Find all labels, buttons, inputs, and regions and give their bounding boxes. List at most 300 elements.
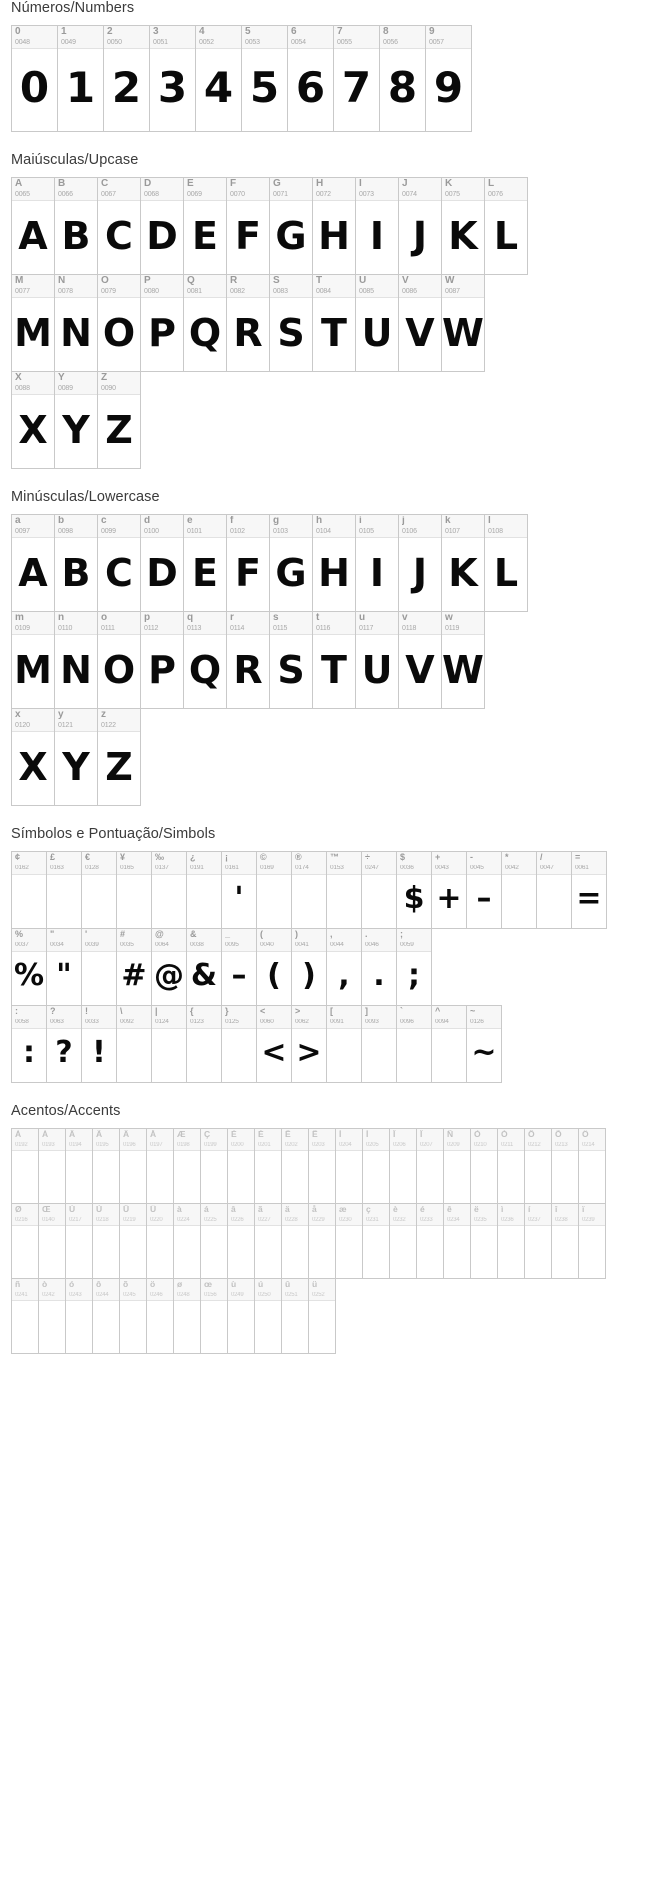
glyph-cell[interactable] [390, 1129, 417, 1203]
glyph-code-label: 0094 [435, 1019, 449, 1025]
glyph-character-label: L [488, 179, 495, 189]
glyph-cell[interactable] [228, 1279, 255, 1353]
glyph-character-label: { [190, 1007, 194, 1016]
glyph-code-label: 0116 [316, 625, 331, 632]
glyph-cell[interactable] [55, 515, 98, 611]
glyph-code-label: 0074 [402, 191, 417, 198]
glyph-code-label: 0051 [153, 39, 168, 46]
glyph-cell[interactable] [525, 1129, 552, 1203]
glyph-cell[interactable] [336, 1204, 363, 1278]
glyph-character-label: Z [101, 373, 108, 383]
glyph-code-label: 0243 [69, 1292, 82, 1298]
glyph-character-label: : [15, 1007, 18, 1016]
glyph-character-label: ® [295, 853, 302, 862]
glyph-cell[interactable] [444, 1204, 471, 1278]
glyph-cell-header [552, 1129, 578, 1151]
glyph-cell[interactable] [82, 929, 117, 1005]
glyph-code-label: 0122 [101, 722, 116, 729]
glyph-character-label: à [177, 1205, 182, 1214]
glyph-cell[interactable] [58, 26, 104, 131]
glyph-cell[interactable] [12, 1279, 39, 1353]
glyph-cell[interactable] [552, 1129, 579, 1203]
glyph-cell[interactable] [255, 1129, 282, 1203]
glyph-cell-header [467, 1006, 501, 1029]
glyph-character-label: e [187, 516, 193, 526]
glyph-cell[interactable] [12, 26, 58, 131]
glyph-preview: K [448, 213, 478, 258]
glyph-cell[interactable] [417, 1129, 444, 1203]
glyph-cell[interactable] [98, 515, 141, 611]
glyph-code-label: 0092 [120, 1019, 134, 1025]
glyph-cell[interactable] [98, 612, 141, 708]
glyph-cell[interactable] [120, 1129, 147, 1203]
glyph-character-label: + [435, 853, 441, 862]
glyph-cell[interactable] [309, 1279, 336, 1353]
glyph-cell[interactable] [356, 612, 399, 708]
glyph-cell-header [12, 929, 46, 952]
glyph-cell-header [184, 275, 226, 298]
glyph-cell[interactable] [66, 1279, 93, 1353]
glyph-character-label: Ì [339, 1130, 342, 1139]
glyph-cell[interactable] [39, 1129, 66, 1203]
glyph-preview [282, 1226, 308, 1278]
glyph-cell[interactable] [184, 612, 227, 708]
glyph-cell[interactable] [327, 929, 362, 1005]
glyph-cell[interactable] [270, 275, 313, 371]
glyph-cell[interactable] [498, 1204, 525, 1278]
glyph-cell[interactable] [288, 26, 334, 131]
glyph-cell-header [282, 1204, 308, 1226]
glyph-cell-header [356, 515, 398, 538]
glyph-preview [525, 1226, 551, 1278]
glyph-cell[interactable] [12, 1204, 39, 1278]
glyph-cell[interactable] [426, 26, 472, 131]
glyph-cell-header [327, 1006, 361, 1029]
glyph-cell[interactable] [282, 1129, 309, 1203]
glyph-cell[interactable] [104, 26, 150, 131]
glyph-cell[interactable] [117, 929, 152, 1005]
glyph-cell[interactable] [390, 1204, 417, 1278]
glyph-cell[interactable] [12, 275, 55, 371]
glyph-cell-header [327, 929, 361, 952]
glyph-code-label: 0070 [230, 191, 245, 198]
glyph-preview: C [105, 550, 133, 595]
glyph-code-label: 0050 [107, 39, 122, 46]
glyph-code-label: 0195 [96, 1142, 109, 1148]
glyph-preview: H [318, 550, 350, 595]
glyph-cell[interactable] [184, 515, 227, 611]
glyph-cell[interactable] [552, 1204, 579, 1278]
glyph-cell[interactable] [141, 515, 184, 611]
glyph-cell-header [152, 1006, 186, 1029]
glyph-code-label: 0128 [85, 865, 99, 871]
glyph-cell[interactable] [292, 1006, 327, 1082]
glyph-cell[interactable] [467, 852, 502, 928]
glyph-cell[interactable] [467, 1006, 502, 1082]
glyph-cell[interactable] [150, 26, 196, 131]
glyph-cell[interactable] [363, 1204, 390, 1278]
glyph-row [11, 611, 485, 709]
glyph-cell[interactable] [147, 1129, 174, 1203]
glyph-code-label: 0235 [474, 1217, 487, 1223]
glyph-cell-header [141, 178, 183, 201]
glyph-code-label: 0214 [582, 1142, 595, 1148]
glyph-character-label: € [85, 853, 91, 862]
glyph-cell[interactable] [399, 612, 442, 708]
glyph-cell[interactable] [442, 178, 485, 274]
glyph-cell[interactable] [66, 1129, 93, 1203]
glyph-cell[interactable] [356, 515, 399, 611]
glyph-cell[interactable] [292, 852, 327, 928]
glyph-preview [147, 1226, 173, 1278]
glyph-cell[interactable] [417, 1204, 444, 1278]
glyph-cell-header [66, 1204, 92, 1226]
glyph-code-label: 0105 [359, 528, 374, 535]
glyph-cell[interactable] [255, 1204, 282, 1278]
glyph-cell[interactable] [66, 1204, 93, 1278]
glyph-cell[interactable] [39, 1279, 66, 1353]
glyph-preview [82, 875, 116, 928]
glyph-cell[interactable] [222, 929, 257, 1005]
glyph-cell[interactable] [201, 1279, 228, 1353]
glyph-preview: L [493, 213, 519, 258]
glyph-code-label: 0227 [258, 1217, 271, 1223]
glyph-cell[interactable] [12, 178, 55, 274]
glyph-preview: 1 [65, 63, 96, 113]
glyph-cell[interactable] [579, 1129, 606, 1203]
glyph-cell[interactable] [432, 1006, 467, 1082]
glyph-preview [120, 1226, 146, 1278]
glyph-cell[interactable] [184, 178, 227, 274]
glyph-cell[interactable] [485, 178, 528, 274]
glyph-cell[interactable] [362, 852, 397, 928]
glyph-preview [12, 1301, 38, 1353]
glyph-preview [362, 1029, 396, 1082]
glyph-cell[interactable] [55, 178, 98, 274]
glyph-cell[interactable] [152, 852, 187, 928]
glyph-cell[interactable] [397, 852, 432, 928]
glyph-code-label: 0153 [330, 865, 344, 871]
glyph-code-label: 0165 [120, 865, 134, 871]
glyph-cell[interactable] [356, 178, 399, 274]
glyph-code-label: 0101 [187, 528, 202, 535]
glyph-cell[interactable] [98, 275, 141, 371]
glyph-cell[interactable] [141, 178, 184, 274]
glyph-cell[interactable] [228, 1129, 255, 1203]
glyph-cell[interactable] [309, 1129, 336, 1203]
glyph-cell[interactable] [242, 26, 288, 131]
glyph-cell[interactable] [227, 178, 270, 274]
glyph-preview [66, 1301, 92, 1353]
glyph-code-label: 0041 [295, 942, 309, 948]
glyph-cell[interactable] [12, 515, 55, 611]
glyph-cell[interactable] [255, 1279, 282, 1353]
glyph-preview: D [146, 550, 178, 595]
glyph-cell[interactable] [336, 1129, 363, 1203]
glyph-cell[interactable] [98, 372, 141, 468]
glyph-preview: 3 [157, 63, 188, 113]
glyph-preview [444, 1226, 470, 1278]
glyph-cell-header [255, 1279, 281, 1301]
glyph-character-label: h [316, 516, 323, 526]
glyph-cell[interactable] [117, 852, 152, 928]
glyph-preview: W [442, 647, 484, 692]
glyph-cell[interactable] [39, 1204, 66, 1278]
glyph-cell[interactable] [227, 515, 270, 611]
glyph-character-label: å [312, 1205, 317, 1214]
glyph-cell-header [442, 515, 484, 538]
glyph-cell[interactable] [12, 709, 55, 805]
glyph-cell[interactable] [152, 1006, 187, 1082]
glyph-code-label: 0249 [231, 1292, 244, 1298]
glyph-cell[interactable] [498, 1129, 525, 1203]
glyph-cell[interactable] [174, 1129, 201, 1203]
glyph-cell[interactable] [174, 1204, 201, 1278]
glyph-cell[interactable] [313, 612, 356, 708]
glyph-cell-header [93, 1204, 119, 1226]
glyph-code-label: 0068 [144, 191, 159, 198]
glyph-preview: L [493, 550, 519, 595]
glyph-cell-header [55, 612, 97, 635]
glyph-cell[interactable] [292, 929, 327, 1005]
glyph-cell-header [313, 612, 355, 635]
glyph-preview [120, 1151, 146, 1203]
glyph-preview [117, 875, 151, 928]
glyph-cell[interactable] [120, 1279, 147, 1353]
glyph-code-label: 0216 [15, 1217, 28, 1223]
glyph-preview: 0 [19, 63, 50, 113]
glyph-cell[interactable] [572, 852, 607, 928]
glyph-cell-header [12, 1129, 38, 1151]
glyph-cell[interactable] [442, 612, 485, 708]
glyph-cell-header [98, 709, 140, 732]
glyph-cell[interactable] [12, 372, 55, 468]
glyph-cell-header [525, 1129, 551, 1151]
glyph-character-label: ä [285, 1205, 290, 1214]
glyph-cell[interactable] [93, 1279, 120, 1353]
glyph-cell[interactable] [537, 852, 572, 928]
glyph-preview [292, 875, 326, 928]
glyph-cell[interactable] [55, 275, 98, 371]
glyph-cell[interactable] [309, 1204, 336, 1278]
glyph-character-label: x [15, 710, 21, 720]
glyph-code-label: 0075 [445, 191, 460, 198]
glyph-character-label: Ã [96, 1130, 103, 1139]
glyph-cell-header [152, 852, 186, 875]
glyph-cell-header [397, 929, 431, 952]
glyph-cell[interactable] [442, 275, 485, 371]
glyph-preview: ( [267, 958, 281, 994]
glyph-cell[interactable] [141, 612, 184, 708]
glyph-preview: ! [92, 1035, 106, 1071]
glyph-preview: 9 [433, 63, 464, 113]
glyph-cell-header [309, 1279, 335, 1301]
glyph-preview [147, 1151, 173, 1203]
glyph-cell-header [98, 178, 140, 201]
glyph-code-label: 0109 [15, 625, 30, 632]
glyph-cell[interactable] [442, 515, 485, 611]
glyph-preview: U [361, 310, 393, 355]
glyph-cell-header [47, 852, 81, 875]
glyph-cell[interactable] [55, 709, 98, 805]
glyph-cell[interactable] [93, 1129, 120, 1203]
glyph-character-label: œ [204, 1280, 213, 1289]
glyph-cell[interactable] [399, 275, 442, 371]
glyph-character-label: ' [85, 930, 88, 939]
glyph-cell[interactable] [174, 1279, 201, 1353]
glyph-cell[interactable] [228, 1204, 255, 1278]
glyph-cell[interactable] [363, 1129, 390, 1203]
glyph-cell[interactable] [444, 1129, 471, 1203]
glyph-cell-header [174, 1129, 200, 1151]
glyph-cell[interactable] [356, 275, 399, 371]
glyph-cell[interactable] [98, 709, 141, 805]
glyph-cell[interactable] [222, 852, 257, 928]
glyph-code-label: 0217 [69, 1217, 82, 1223]
glyph-cell[interactable] [525, 1204, 552, 1278]
glyph-character-label: J [402, 179, 408, 189]
glyph-cell[interactable] [270, 612, 313, 708]
glyph-character-label: w [445, 613, 453, 623]
glyph-preview: ; [408, 958, 420, 994]
glyph-character-label: ` [400, 1007, 403, 1016]
glyph-cell[interactable] [471, 1204, 498, 1278]
glyph-cell-header [120, 1279, 146, 1301]
glyph-code-label: 0218 [96, 1217, 109, 1223]
glyph-preview [309, 1151, 335, 1203]
glyph-cell[interactable] [187, 852, 222, 928]
glyph-cell[interactable] [502, 852, 537, 928]
glyph-character-label: ã [258, 1205, 263, 1214]
glyph-cell[interactable] [147, 1279, 174, 1353]
glyph-cell[interactable] [397, 929, 432, 1005]
glyph-code-label: 0205 [366, 1142, 379, 1148]
glyph-cell[interactable] [187, 1006, 222, 1082]
glyph-character-label: l [488, 516, 491, 526]
glyph-cell[interactable] [399, 515, 442, 611]
glyph-preview: D [146, 213, 178, 258]
glyph-cell[interactable] [399, 178, 442, 274]
glyph-cell-header [55, 709, 97, 732]
glyph-cell-header [313, 275, 355, 298]
glyph-cell[interactable] [12, 612, 55, 708]
glyph-cell[interactable] [432, 852, 467, 928]
glyph-preview: 4 [203, 63, 234, 113]
glyph-cell[interactable] [141, 275, 184, 371]
glyph-cell[interactable] [579, 1204, 606, 1278]
glyph-cell[interactable] [47, 1006, 82, 1082]
glyph-cell[interactable] [93, 1204, 120, 1278]
glyph-preview: H [318, 213, 350, 258]
glyph-cell-header [257, 1006, 291, 1029]
glyph-cell-header [12, 1204, 38, 1226]
glyph-cell[interactable] [47, 929, 82, 1005]
glyph-cell[interactable] [471, 1129, 498, 1203]
glyph-cell[interactable] [147, 1204, 174, 1278]
glyph-cell[interactable] [282, 1279, 309, 1353]
glyph-cell[interactable] [334, 26, 380, 131]
glyph-cell[interactable] [120, 1204, 147, 1278]
glyph-character-label: @ [155, 930, 164, 939]
glyph-character-label: < [260, 1007, 266, 1016]
glyph-cell[interactable] [362, 929, 397, 1005]
glyph-cell[interactable] [257, 1006, 292, 1082]
glyph-cell[interactable] [152, 929, 187, 1005]
glyph-cell[interactable] [313, 275, 356, 371]
glyph-cell[interactable] [98, 178, 141, 274]
glyph-cell[interactable] [485, 515, 528, 611]
glyph-preview [282, 1151, 308, 1203]
glyph-character-label: q [187, 613, 194, 623]
glyph-cell[interactable] [47, 852, 82, 928]
glyph-cell[interactable] [117, 1006, 152, 1082]
glyph-cell[interactable] [12, 852, 47, 928]
glyph-cell[interactable] [327, 1006, 362, 1082]
glyph-character-label: © [260, 853, 267, 862]
glyph-cell[interactable] [196, 26, 242, 131]
glyph-preview: M [14, 647, 52, 692]
glyph-cell[interactable] [227, 612, 270, 708]
glyph-cell-header [47, 929, 81, 952]
glyph-cell-header [390, 1204, 416, 1226]
glyph-cell[interactable] [12, 929, 47, 1005]
glyph-character-label: 2 [107, 27, 113, 37]
glyph-cell[interactable] [282, 1204, 309, 1278]
glyph-cell-header [485, 178, 527, 201]
glyph-cell-header [579, 1129, 605, 1151]
glyph-preview [255, 1301, 281, 1353]
glyph-cell[interactable] [82, 852, 117, 928]
glyph-character-label: . [365, 930, 368, 939]
glyph-preview: = [576, 881, 602, 917]
glyph-code-label: 0213 [555, 1142, 568, 1148]
glyph-cell[interactable] [362, 1006, 397, 1082]
glyph-cell[interactable] [227, 275, 270, 371]
glyph-code-label: 0097 [15, 528, 30, 535]
glyph-cell[interactable] [201, 1129, 228, 1203]
glyph-code-label: 0239 [582, 1217, 595, 1223]
glyph-code-label: 0194 [69, 1142, 82, 1148]
glyph-cell[interactable] [55, 372, 98, 468]
glyph-cell[interactable] [222, 1006, 257, 1082]
glyph-cell[interactable] [270, 515, 313, 611]
glyph-character-label: ^ [435, 1007, 441, 1016]
glyph-cell[interactable] [313, 178, 356, 274]
glyph-cell[interactable] [55, 612, 98, 708]
glyph-cell[interactable] [82, 1006, 117, 1082]
glyph-cell-header [120, 1129, 146, 1151]
glyph-cell[interactable] [257, 929, 292, 1005]
glyph-cell[interactable] [380, 26, 426, 131]
glyph-preview: V [405, 647, 435, 692]
glyph-preview [502, 875, 536, 928]
glyph-character-label: = [575, 853, 581, 862]
glyph-cell[interactable] [12, 1006, 47, 1082]
glyph-code-label: 0238 [555, 1217, 568, 1223]
glyph-code-label: 0113 [187, 625, 202, 632]
glyph-cell[interactable] [201, 1204, 228, 1278]
glyph-cell[interactable] [270, 178, 313, 274]
glyph-cell[interactable] [397, 1006, 432, 1082]
glyph-cell[interactable] [187, 929, 222, 1005]
glyph-cell[interactable] [184, 275, 227, 371]
glyph-cell[interactable] [313, 515, 356, 611]
glyph-cell-header [426, 26, 471, 49]
glyph-cell[interactable] [12, 1129, 39, 1203]
glyph-cell[interactable] [257, 852, 292, 928]
glyph-character-label: Â [69, 1130, 76, 1139]
glyph-cell[interactable] [327, 852, 362, 928]
